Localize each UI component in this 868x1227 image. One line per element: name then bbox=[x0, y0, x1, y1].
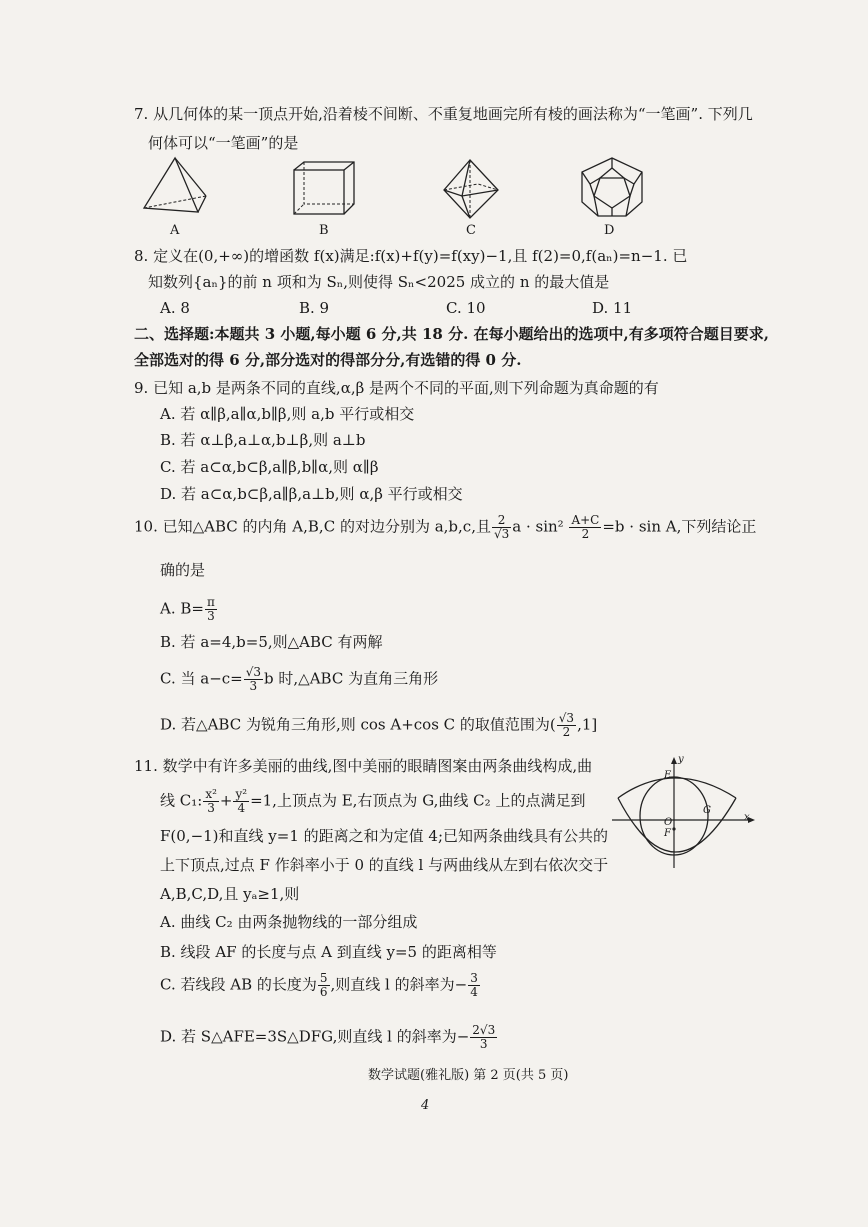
q8-line2: 知数列{aₙ}的前 n 项和为 Sₙ,则使得 Sₙ<2025 成立的 n 的最大值是 bbox=[148, 273, 610, 291]
q11-line4: 上下顶点,过点 F 作斜率小于 0 的直线 l 与两曲线从左到右依次交于 bbox=[160, 856, 609, 874]
tetrahedron-figure bbox=[140, 156, 210, 218]
q9-stem: 9. 已知 a,b 是两条不同的直线,α,β 是两个不同的平面,则下列命题为真命题的有 bbox=[134, 379, 659, 397]
q9-option-b: B. 若 α⊥β,a⊥α,b⊥β,则 a⊥b bbox=[160, 431, 366, 449]
q11-line2: 线 C₁: $\frac{\text{x²}}{3}$ + $\frac{\text{y²}}{4}$ =1,上顶点为 E,右顶点为 G,曲线 C₂ 上的点满足到 bbox=[160, 787, 586, 815]
q9-option-d: D. 若 a⊂α,b⊂β,a∥β,a⊥b,则 α,β 平行或相交 bbox=[160, 485, 463, 503]
fig-label-x: x bbox=[744, 812, 750, 823]
q11-line1: 11. 数学中有许多美丽的曲线,图中美丽的眼睛图案由两条曲线构成,曲 bbox=[134, 757, 593, 775]
q8-option-b: B. 9 bbox=[299, 299, 330, 317]
q11-option-d: D. 若 S△AFE=3S△DFG,则直线 l 的斜率为− $\frac{2√3}{3}$ bbox=[160, 1023, 496, 1051]
figure-label-c: C bbox=[466, 223, 476, 238]
q11-option-b: B. 线段 AF 的长度与点 A 到直线 y=5 的距离相等 bbox=[160, 943, 497, 961]
q8-option-c: C. 10 bbox=[446, 299, 486, 317]
octahedron-figure bbox=[440, 158, 502, 220]
page-mark: 4 bbox=[421, 1098, 430, 1113]
cube-figure bbox=[290, 160, 360, 218]
fig-label-g: G bbox=[703, 805, 711, 816]
q10-option-a: A. B= $\frac{\pi}{3}$ bbox=[160, 595, 215, 623]
fig-label-o: O bbox=[664, 817, 673, 828]
eye-curve-figure bbox=[612, 756, 758, 872]
q10-stem: 10. 已知△ABC 的内角 A,B,C 的对边分别为 a,b,c,且 $\frac{2}{√3}$ a · sin² $\frac{A+C}{2}$ =b · sin A,下列结论正 bbox=[134, 513, 757, 541]
q9-option-a: A. 若 α∥β,a∥α,b∥β,则 a,b 平行或相交 bbox=[160, 405, 415, 423]
figure-label-a: A bbox=[170, 223, 180, 238]
q11-line5: A,B,C,D,且 yₐ≥1,则 bbox=[160, 885, 300, 903]
fig-label-e: E bbox=[664, 770, 672, 781]
q9-option-c: C. 若 a⊂α,b⊂β,a∥β,b∥α,则 α∥β bbox=[160, 458, 379, 476]
q10-option-b: B. 若 a=4,b=5,则△ABC 有两解 bbox=[160, 633, 383, 651]
q10-option-d: D. 若△ABC 为锐角三角形,则 cos A+cos C 的取值范围为( $\frac{√3}{2}$ ,1] bbox=[160, 711, 598, 739]
q11-line3: F(0,−1)和直线 y=1 的距离之和为定值 4;已知两条曲线具有公共的 bbox=[160, 827, 609, 845]
q11-option-a: A. 曲线 C₂ 由两条抛物线的一部分组成 bbox=[160, 913, 418, 931]
page-footer: 数学试题(雅礼版) 第 2 页(共 5 页) bbox=[368, 1068, 569, 1083]
section2-line1: 二、选择题:本题共 3 小题,每小题 6 分,共 18 分. 在每小题给出的选项中,有多项符合题目要求, bbox=[134, 325, 769, 343]
section2-line2: 全部选对的得 6 分,部分选对的得部分分,有选错的得 0 分. bbox=[134, 351, 522, 369]
q8-option-d: D. 11 bbox=[592, 299, 633, 317]
q11-option-c: C. 若线段 AB 的长度为 $\frac{5}{6}$ ,则直线 l 的斜率为− $\frac{3}{4}$ bbox=[160, 971, 478, 999]
dodecahedron-figure bbox=[576, 156, 648, 220]
q8-line1: 8. 定义在(0,+∞)的增函数 f(x)满足:f(x)+f(y)=f(xy)−1,且 f(2)=0,f(aₙ)=n−1. 已 bbox=[134, 247, 688, 265]
figure-label-b: B bbox=[319, 223, 329, 238]
q7-line1: 7. 从几何体的某一顶点开始,沿着棱不间断、不重复地画完所有棱的画法称为“一笔画”. 下列几 bbox=[134, 105, 753, 123]
q10-stem-line2: 确的是 bbox=[160, 561, 206, 579]
q7-line2: 何体可以“一笔画”的是 bbox=[148, 134, 299, 152]
q8-option-a: A. 8 bbox=[160, 299, 190, 317]
fig-label-y: y bbox=[678, 754, 684, 765]
figure-label-d: D bbox=[604, 223, 615, 238]
fig-label-f: F bbox=[664, 828, 671, 839]
q10-option-c: C. 当 a−c= $\frac{√3}{3}$ b 时,△ABC 为直角三角形 bbox=[160, 665, 439, 693]
